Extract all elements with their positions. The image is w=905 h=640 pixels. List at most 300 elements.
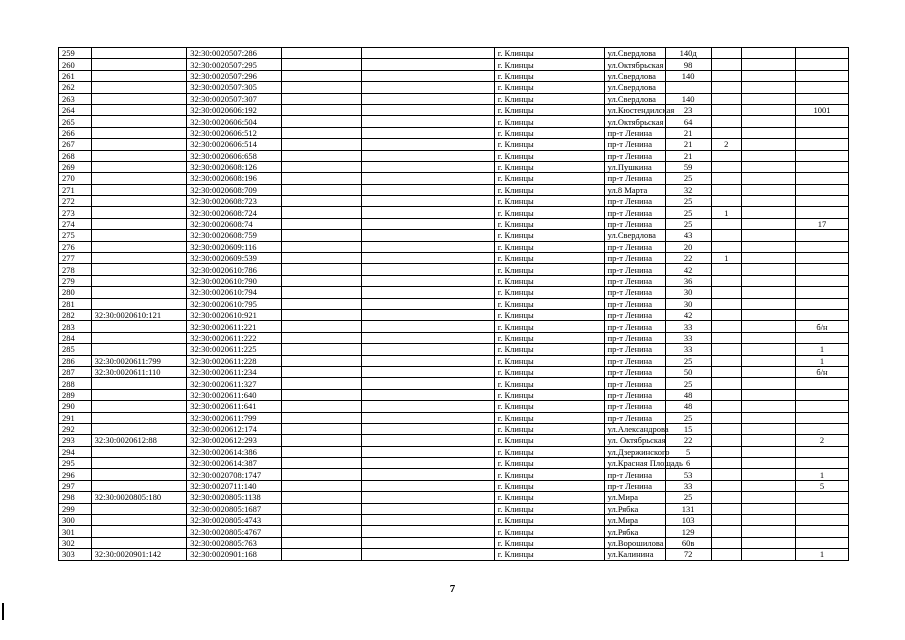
empty-cell [362, 287, 494, 298]
row-number-cell: 298 [59, 492, 92, 503]
row-number-cell: 259 [59, 48, 92, 59]
room-number-cell [795, 446, 848, 457]
cadastral-number-cell: 32:30:0020805:4743 [187, 515, 282, 526]
street-cell: пр-т Ленина [604, 241, 665, 252]
cadastral-number-cell: 32:30:0020507:295 [187, 59, 282, 70]
row-number-cell: 289 [59, 389, 92, 400]
city-cell: г. Клинцы [494, 378, 604, 389]
apartment-cell [711, 184, 742, 195]
apartment-cell [711, 366, 742, 377]
parent-cadastral-number-cell [91, 378, 187, 389]
house-number-cell: 25 [665, 355, 711, 366]
street-cell: ул.8 Марта [604, 184, 665, 195]
empty-cell [742, 127, 796, 138]
empty-cell [281, 321, 361, 332]
city-cell: г. Клинцы [494, 480, 604, 491]
parent-cadastral-number-cell [91, 184, 187, 195]
empty-cell [742, 492, 796, 503]
house-number-cell: 53 [665, 469, 711, 480]
apartment-cell [711, 241, 742, 252]
row-number-cell: 263 [59, 93, 92, 104]
empty-cell [742, 446, 796, 457]
table-row [59, 366, 849, 377]
table-row [59, 207, 849, 218]
room-number-cell [795, 184, 848, 195]
room-number-cell [795, 59, 848, 70]
row-number-cell: 281 [59, 298, 92, 309]
house-number-cell: 21 [665, 127, 711, 138]
room-number-cell [795, 515, 848, 526]
empty-cell [362, 480, 494, 491]
parent-cadastral-number-cell [91, 298, 187, 309]
cadastral-number-cell: 32:30:0020901:168 [187, 549, 282, 560]
table-row [59, 70, 849, 81]
street-cell: пр-т Ленина [604, 378, 665, 389]
room-number-cell [795, 401, 848, 412]
property-register-table [58, 47, 849, 561]
parent-cadastral-number-cell [91, 230, 187, 241]
empty-cell [362, 469, 494, 480]
house-number-cell: 33 [665, 332, 711, 343]
room-number-cell [795, 458, 848, 469]
apartment-cell [711, 469, 742, 480]
house-number-cell: 33 [665, 321, 711, 332]
street-cell: пр-т Ленина [604, 298, 665, 309]
city-cell: г. Клинцы [494, 412, 604, 423]
street-cell: пр-т Ленина [604, 412, 665, 423]
city-cell: г. Клинцы [494, 264, 604, 275]
parent-cadastral-number-cell [91, 93, 187, 104]
table-row [59, 549, 849, 560]
empty-cell [281, 446, 361, 457]
row-number-cell: 264 [59, 104, 92, 115]
parent-cadastral-number-cell [91, 412, 187, 423]
house-number-cell: 15 [665, 423, 711, 434]
row-number-cell: 293 [59, 435, 92, 446]
empty-cell [281, 253, 361, 264]
empty-cell [742, 104, 796, 115]
room-number-cell [795, 287, 848, 298]
house-number-cell: 30 [665, 298, 711, 309]
empty-cell [281, 150, 361, 161]
street-cell: ул.Александрова [604, 423, 665, 434]
table-row [59, 104, 849, 115]
house-number-cell: 30 [665, 287, 711, 298]
empty-cell [281, 366, 361, 377]
city-cell: г. Клинцы [494, 275, 604, 286]
empty-cell [281, 184, 361, 195]
street-cell: пр-т Ленина [604, 264, 665, 275]
room-number-cell: 1 [795, 344, 848, 355]
empty-cell [742, 423, 796, 434]
table-row [59, 503, 849, 514]
row-number-cell: 301 [59, 526, 92, 537]
empty-cell [742, 173, 796, 184]
table-row [59, 127, 849, 138]
parent-cadastral-number-cell [91, 389, 187, 400]
row-number-cell: 291 [59, 412, 92, 423]
parent-cadastral-number-cell [91, 173, 187, 184]
apartment-cell [711, 458, 742, 469]
street-cell: пр-т Ленина [604, 139, 665, 150]
house-number-cell: 42 [665, 309, 711, 320]
apartment-cell [711, 537, 742, 548]
street-cell: пр-т Ленина [604, 344, 665, 355]
table-row [59, 173, 849, 184]
table-row [59, 241, 849, 252]
row-number-cell: 288 [59, 378, 92, 389]
city-cell: г. Клинцы [494, 423, 604, 434]
parent-cadastral-number-cell [91, 503, 187, 514]
street-cell: ул.Ворошилова [604, 537, 665, 548]
room-number-cell [795, 48, 848, 59]
empty-cell [362, 537, 494, 548]
empty-cell [281, 344, 361, 355]
cadastral-number-cell: 32:30:0020609:116 [187, 241, 282, 252]
city-cell: г. Клинцы [494, 230, 604, 241]
street-cell: пр-т Ленина [604, 173, 665, 184]
empty-cell [281, 230, 361, 241]
apartment-cell [711, 48, 742, 59]
room-number-cell: б/н [795, 321, 848, 332]
street-cell: пр-т Ленина [604, 196, 665, 207]
parent-cadastral-number-cell: 32:30:0020901:142 [91, 549, 187, 560]
empty-cell [281, 469, 361, 480]
table-row [59, 401, 849, 412]
house-number-cell: 22 [665, 435, 711, 446]
cadastral-number-cell: 32:30:0020611:640 [187, 389, 282, 400]
row-number-cell: 285 [59, 344, 92, 355]
house-number-cell: 5 [665, 446, 711, 457]
parent-cadastral-number-cell [91, 264, 187, 275]
row-number-cell: 269 [59, 161, 92, 172]
empty-cell [742, 161, 796, 172]
table-row [59, 287, 849, 298]
city-cell: г. Клинцы [494, 344, 604, 355]
empty-cell [742, 537, 796, 548]
apartment-cell [711, 298, 742, 309]
room-number-cell [795, 207, 848, 218]
parent-cadastral-number-cell: 32:30:0020805:180 [91, 492, 187, 503]
room-number-cell [795, 537, 848, 548]
empty-cell [362, 173, 494, 184]
cadastral-number-cell: 32:30:0020606:504 [187, 116, 282, 127]
row-number-cell: 268 [59, 150, 92, 161]
cadastral-number-cell: 32:30:0020614:387 [187, 458, 282, 469]
room-number-cell [795, 82, 848, 93]
room-number-cell [795, 298, 848, 309]
city-cell: г. Клинцы [494, 549, 604, 560]
parent-cadastral-number-cell [91, 275, 187, 286]
table-row [59, 82, 849, 93]
apartment-cell [711, 82, 742, 93]
parent-cadastral-number-cell [91, 218, 187, 229]
empty-cell [742, 70, 796, 81]
empty-cell [742, 48, 796, 59]
table-row [59, 230, 849, 241]
empty-cell [281, 401, 361, 412]
house-number-cell: 25 [665, 492, 711, 503]
row-number-cell: 297 [59, 480, 92, 491]
apartment-cell [711, 378, 742, 389]
city-cell: г. Клинцы [494, 70, 604, 81]
house-number-cell: 42 [665, 264, 711, 275]
empty-cell [742, 515, 796, 526]
empty-cell [742, 230, 796, 241]
table-row [59, 321, 849, 332]
cadastral-number-cell: 32:30:0020608:723 [187, 196, 282, 207]
empty-cell [362, 298, 494, 309]
street-cell: пр-т Ленина [604, 218, 665, 229]
street-cell: ул.Октябрьская [604, 116, 665, 127]
house-number-cell: 22 [665, 253, 711, 264]
city-cell: г. Клинцы [494, 127, 604, 138]
empty-cell [281, 93, 361, 104]
empty-cell [281, 332, 361, 343]
empty-cell [742, 218, 796, 229]
street-cell: ул.Пушкина [604, 161, 665, 172]
parent-cadastral-number-cell [91, 207, 187, 218]
room-number-cell: 1 [795, 469, 848, 480]
city-cell: г. Клинцы [494, 309, 604, 320]
table-row [59, 537, 849, 548]
apartment-cell [711, 446, 742, 457]
row-number-cell: 292 [59, 423, 92, 434]
parent-cadastral-number-cell [91, 104, 187, 115]
city-cell: г. Клинцы [494, 526, 604, 537]
empty-cell [281, 218, 361, 229]
table-row [59, 446, 849, 457]
empty-cell [362, 241, 494, 252]
cadastral-number-cell: 32:30:0020610:921 [187, 309, 282, 320]
table-row [59, 435, 849, 446]
house-number-cell: 20 [665, 241, 711, 252]
parent-cadastral-number-cell [91, 344, 187, 355]
empty-cell [281, 59, 361, 70]
room-number-cell [795, 264, 848, 275]
table-row [59, 378, 849, 389]
row-number-cell: 278 [59, 264, 92, 275]
table-row [59, 93, 849, 104]
apartment-cell [711, 218, 742, 229]
street-cell: пр-т Ленина [604, 332, 665, 343]
cadastral-number-cell: 32:30:0020507:286 [187, 48, 282, 59]
cadastral-number-cell: 32:30:0020611:221 [187, 321, 282, 332]
apartment-cell [711, 59, 742, 70]
street-cell: пр-т Ленина [604, 275, 665, 286]
cadastral-number-cell: 32:30:0020606:512 [187, 127, 282, 138]
table-row [59, 412, 849, 423]
empty-cell [281, 48, 361, 59]
table-row [59, 389, 849, 400]
house-number-cell: 129 [665, 526, 711, 537]
cadastral-number-cell: 32:30:0020612:174 [187, 423, 282, 434]
room-number-cell [795, 116, 848, 127]
street-cell: пр-т Ленина [604, 309, 665, 320]
parent-cadastral-number-cell [91, 127, 187, 138]
empty-cell [281, 139, 361, 150]
table-row [59, 161, 849, 172]
cadastral-number-cell: 32:30:0020805:4767 [187, 526, 282, 537]
empty-cell [742, 344, 796, 355]
row-number-cell: 283 [59, 321, 92, 332]
house-number-cell: 140 [665, 70, 711, 81]
house-number-cell: 48 [665, 389, 711, 400]
apartment-cell [711, 435, 742, 446]
empty-cell [742, 287, 796, 298]
empty-cell [281, 537, 361, 548]
table-row [59, 184, 849, 195]
city-cell: г. Клинцы [494, 218, 604, 229]
house-number-cell: 25 [665, 412, 711, 423]
property-register-table-container [58, 47, 849, 561]
row-number-cell: 286 [59, 355, 92, 366]
empty-cell [281, 196, 361, 207]
empty-cell [742, 241, 796, 252]
house-number-cell: 32 [665, 184, 711, 195]
apartment-cell [711, 332, 742, 343]
street-cell: ул.Мира [604, 492, 665, 503]
row-number-cell: 287 [59, 366, 92, 377]
room-number-cell [795, 332, 848, 343]
parent-cadastral-number-cell [91, 526, 187, 537]
cadastral-number-cell: 32:30:0020711:140 [187, 480, 282, 491]
parent-cadastral-number-cell [91, 241, 187, 252]
empty-cell [362, 59, 494, 70]
empty-cell [281, 492, 361, 503]
empty-cell [742, 526, 796, 537]
empty-cell [281, 412, 361, 423]
page-number: 7 [449, 583, 456, 595]
parent-cadastral-number-cell [91, 150, 187, 161]
cadastral-number-cell: 32:30:0020608:196 [187, 173, 282, 184]
house-number-cell: 98 [665, 59, 711, 70]
empty-cell [281, 298, 361, 309]
city-cell: г. Клинцы [494, 59, 604, 70]
empty-cell [742, 458, 796, 469]
empty-cell [362, 503, 494, 514]
empty-cell [742, 150, 796, 161]
empty-cell [742, 401, 796, 412]
empty-cell [742, 253, 796, 264]
street-cell: пр-т Ленина [604, 287, 665, 298]
apartment-cell: 1 [711, 253, 742, 264]
parent-cadastral-number-cell [91, 469, 187, 480]
apartment-cell [711, 401, 742, 412]
empty-cell [362, 344, 494, 355]
apartment-cell [711, 173, 742, 184]
parent-cadastral-number-cell [91, 515, 187, 526]
parent-cadastral-number-cell [91, 480, 187, 491]
apartment-cell [711, 150, 742, 161]
table-row [59, 298, 849, 309]
empty-cell [742, 321, 796, 332]
cadastral-number-cell: 32:30:0020608:724 [187, 207, 282, 218]
street-cell: ул.Октябрьская [604, 59, 665, 70]
house-number-cell: 48 [665, 401, 711, 412]
empty-cell [362, 127, 494, 138]
street-cell: ул. Октябрьская [604, 435, 665, 446]
apartment-cell [711, 93, 742, 104]
cadastral-number-cell: 32:30:0020507:296 [187, 70, 282, 81]
empty-cell [281, 423, 361, 434]
cadastral-number-cell: 32:30:0020507:305 [187, 82, 282, 93]
empty-cell [362, 389, 494, 400]
row-number-cell: 273 [59, 207, 92, 218]
empty-cell [742, 116, 796, 127]
apartment-cell [711, 549, 742, 560]
row-number-cell: 294 [59, 446, 92, 457]
apartment-cell: 2 [711, 139, 742, 150]
row-number-cell: 282 [59, 309, 92, 320]
empty-cell [362, 116, 494, 127]
street-cell: ул.Рябка [604, 526, 665, 537]
table-row [59, 275, 849, 286]
room-number-cell [795, 230, 848, 241]
house-number-cell: 25 [665, 196, 711, 207]
table-row [59, 116, 849, 127]
empty-cell [362, 207, 494, 218]
empty-cell [742, 366, 796, 377]
cadastral-number-cell: 32:30:0020611:799 [187, 412, 282, 423]
parent-cadastral-number-cell: 32:30:0020610:121 [91, 309, 187, 320]
empty-cell [362, 435, 494, 446]
street-cell: пр-т Ленина [604, 366, 665, 377]
apartment-cell [711, 480, 742, 491]
cadastral-number-cell: 32:30:0020611:228 [187, 355, 282, 366]
empty-cell [742, 264, 796, 275]
city-cell: г. Клинцы [494, 139, 604, 150]
apartment-cell [711, 196, 742, 207]
street-cell: ул.Свердлова [604, 70, 665, 81]
row-number-cell: 270 [59, 173, 92, 184]
house-number-cell: 72 [665, 549, 711, 560]
table-row [59, 59, 849, 70]
room-number-cell [795, 93, 848, 104]
table-row [59, 218, 849, 229]
table-body [59, 48, 849, 561]
empty-cell [742, 480, 796, 491]
parent-cadastral-number-cell [91, 196, 187, 207]
street-cell: ул.Дзержинского [604, 446, 665, 457]
cadastral-number-cell: 32:30:0020611:225 [187, 344, 282, 355]
room-number-cell [795, 161, 848, 172]
parent-cadastral-number-cell [91, 423, 187, 434]
city-cell: г. Клинцы [494, 503, 604, 514]
empty-cell [362, 139, 494, 150]
empty-cell [281, 435, 361, 446]
table-row [59, 469, 849, 480]
city-cell: г. Клинцы [494, 355, 604, 366]
table-row [59, 492, 849, 503]
empty-cell [362, 264, 494, 275]
parent-cadastral-number-cell [91, 59, 187, 70]
house-number-cell: 23 [665, 104, 711, 115]
empty-cell [362, 161, 494, 172]
empty-cell [281, 104, 361, 115]
empty-cell [362, 401, 494, 412]
table-row [59, 48, 849, 59]
street-cell: ул.Мира [604, 515, 665, 526]
parent-cadastral-number-cell [91, 253, 187, 264]
apartment-cell [711, 161, 742, 172]
house-number-cell: 25 [665, 207, 711, 218]
cadastral-number-cell: 32:30:0020609:539 [187, 253, 282, 264]
room-number-cell: б/н [795, 366, 848, 377]
street-cell: пр-т Ленина [604, 253, 665, 264]
apartment-cell [711, 526, 742, 537]
house-number-cell: 103 [665, 515, 711, 526]
